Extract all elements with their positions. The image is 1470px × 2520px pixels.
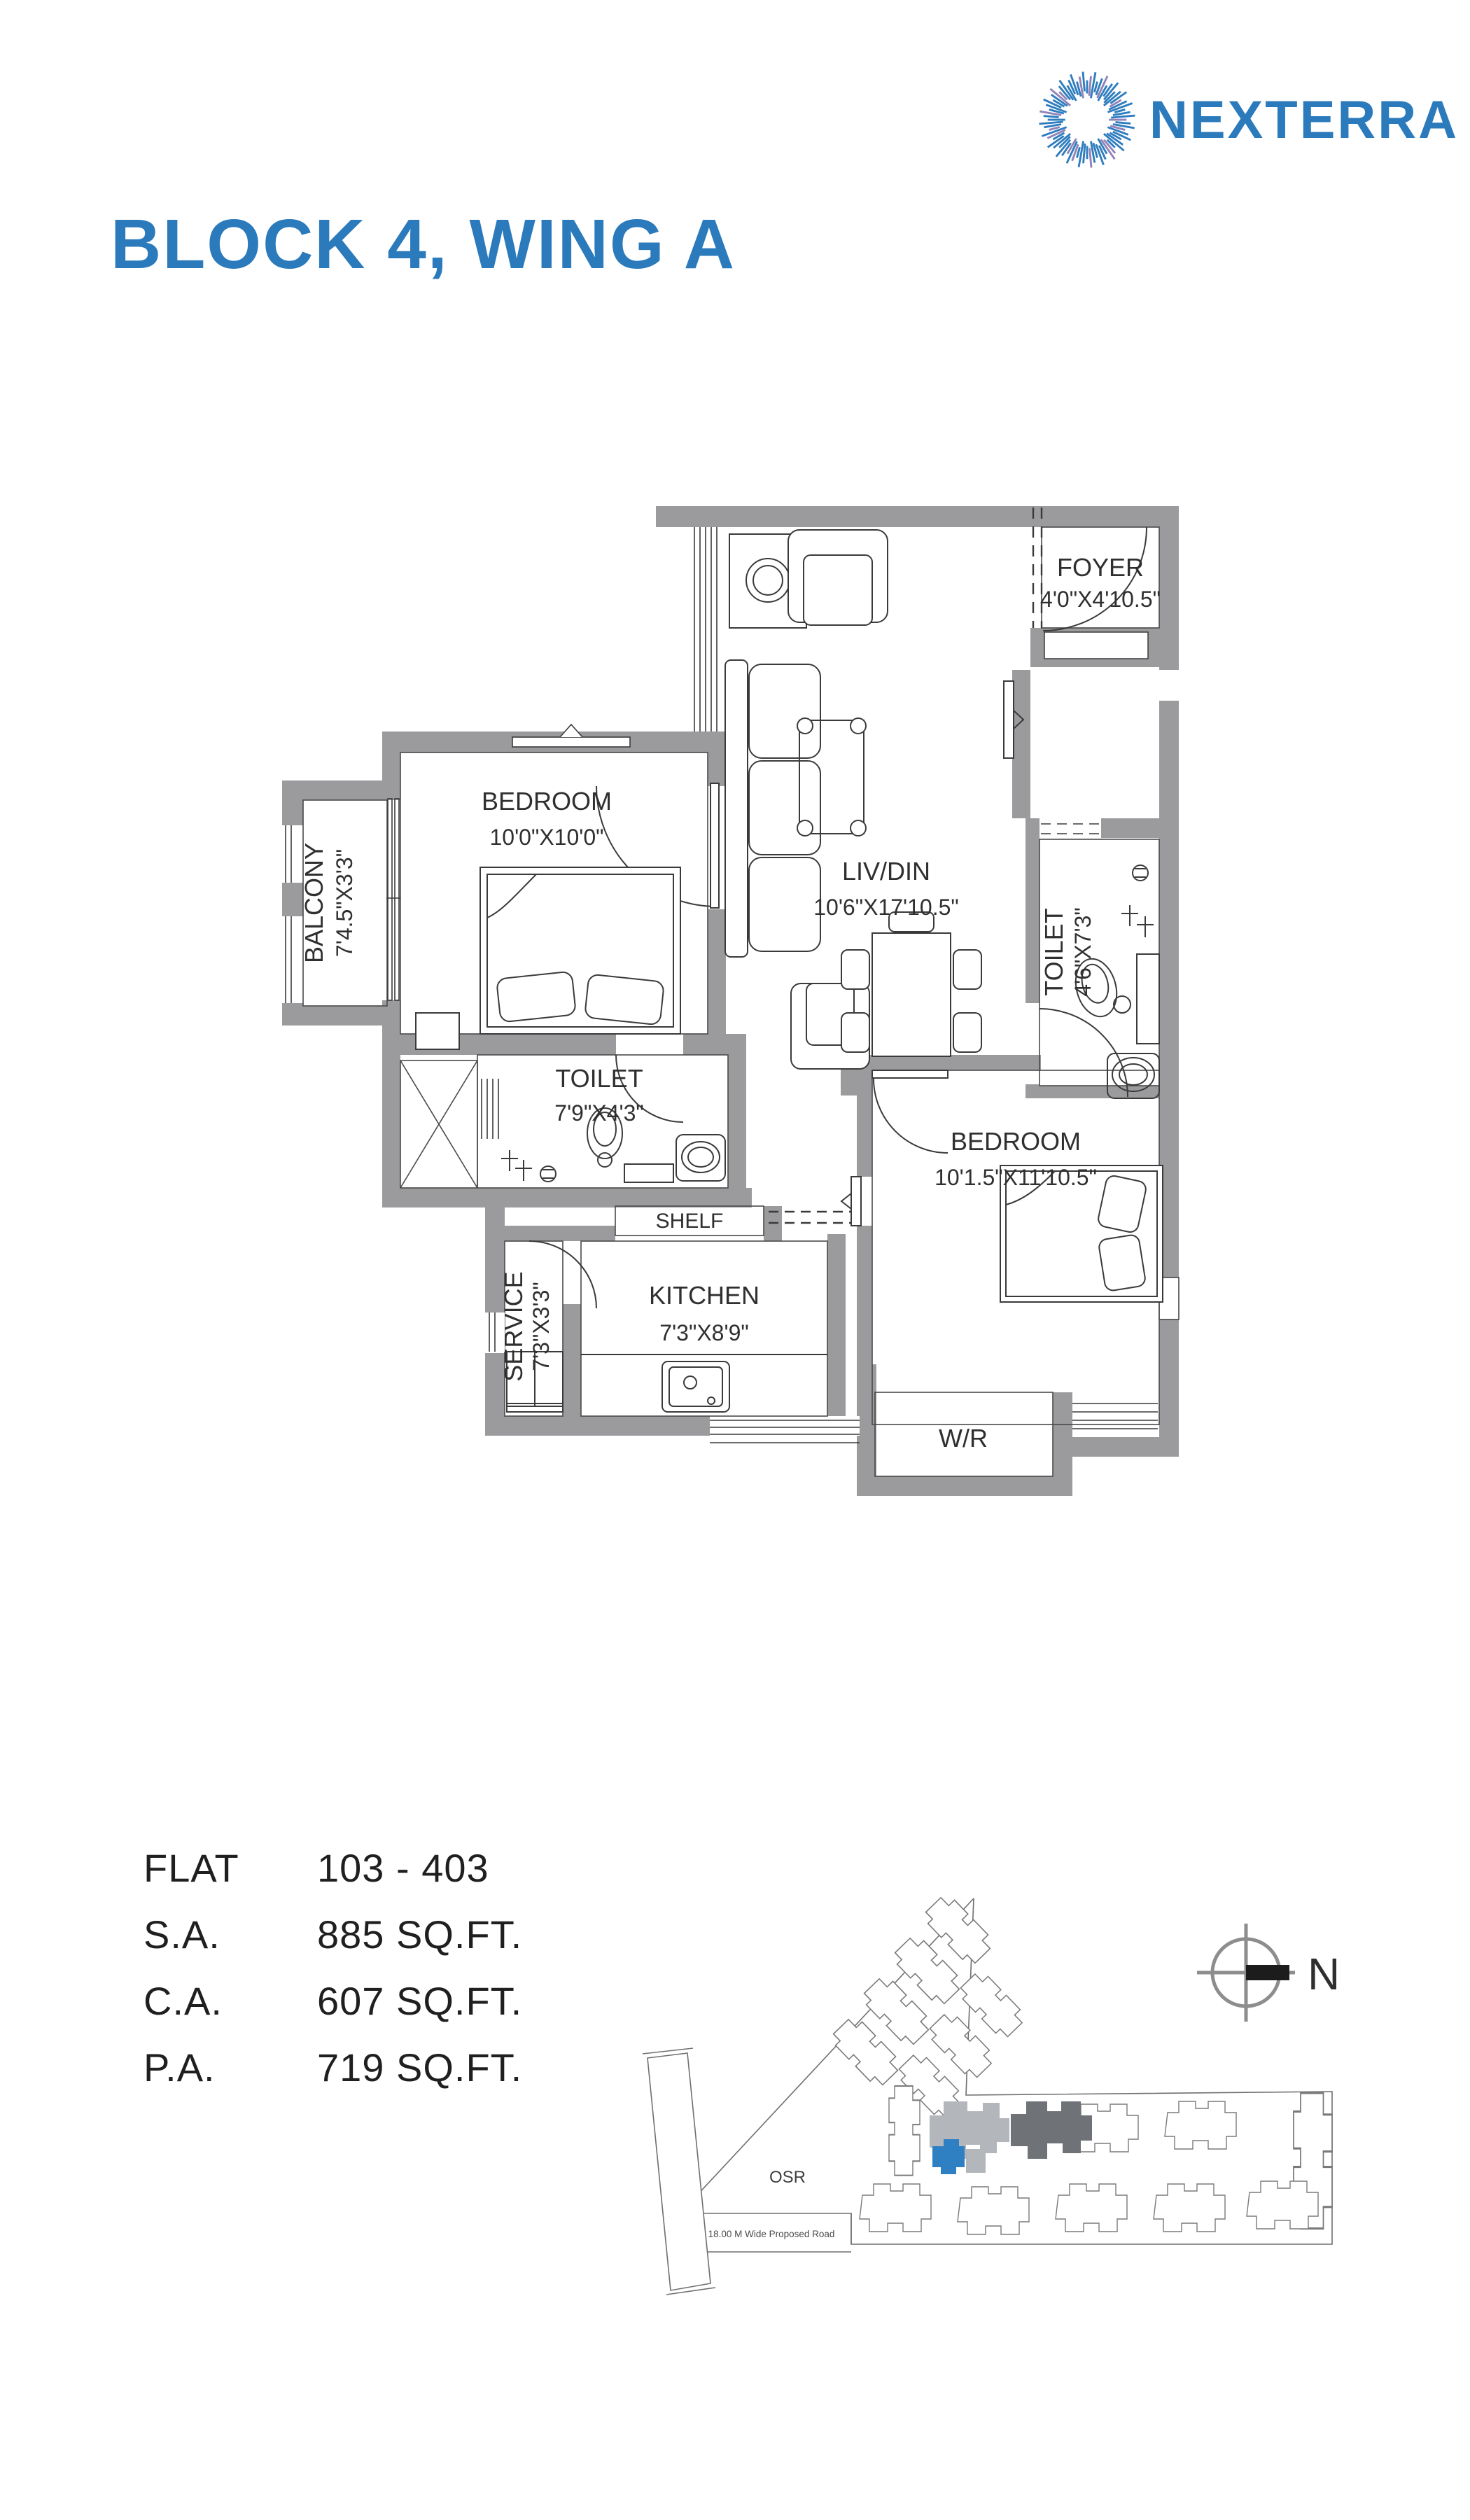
label-toilet2: TOILET [1040,908,1068,996]
bedroom1-door-leaf [710,783,719,908]
label-bedroom1-dims: 10'0"X10'0" [489,825,604,850]
detail-value: 607 SQ.FT. [317,1979,523,2023]
coffee-table-leg [797,820,813,836]
hall-door-leaf [1004,681,1014,758]
bedroom1-furniture [416,867,680,1049]
dining-chair [953,1013,981,1052]
detail-row [144,1912,522,1957]
floorplan [270,493,1180,1508]
block4-light-small [966,2149,986,2173]
dining-chair [841,950,869,989]
label-bedroom1: BEDROOM [481,787,612,816]
bedroom2-passage-leaf [851,1177,861,1226]
coffee-table-leg [850,718,866,734]
counter [624,1164,673,1182]
label-service: SERVICE [499,1271,528,1382]
label-bedroom2: BEDROOM [950,1127,1082,1156]
label-foyer: FOYER [1056,553,1144,582]
sofa-cushion [749,664,820,758]
coffee-table-leg [797,718,813,734]
shaft-cross [400,1060,477,1188]
bedside-table [416,1013,459,1049]
detail-value: 885 SQ.FT. [317,1912,523,1956]
dining-chair [953,950,981,989]
label-livdin: LIV/DIN [841,857,931,886]
compass-icon [1197,1924,1295,2022]
bedroom2-door-arc [874,1079,948,1153]
sofa-cushion [749,761,820,855]
label-toilet2-dims: 4'6"X7'3" [1070,907,1096,997]
label-foyer-dims: 4'0"X4'10.5" [1040,587,1161,612]
detail-row [144,1845,522,1891]
bed2-pillow [1098,1234,1147,1292]
compass-north-label: N [1308,1949,1340,1999]
coffee-table-leg [850,820,866,836]
detail-row [144,2045,522,2090]
label-balcony-dims: 7'4.5"X3'3" [332,848,357,958]
highlighted-block [930,2101,1092,2174]
sofa-cushion [749,858,820,951]
label-kitchen: KITCHEN [648,1281,760,1310]
logo-starburst-icon [1035,67,1140,172]
brand-name: NEXTERRA [1149,90,1460,150]
bed1-pillow [496,972,576,1023]
site-map [616,1855,1386,2345]
detail-label: P.A. [144,2045,216,2090]
bedroom2-door-leaf [872,1070,948,1078]
detail-label: S.A. [144,1912,220,1956]
detail-value: 719 SQ.FT. [317,2045,523,2090]
armchair-top-seat [804,555,872,625]
kitchen-fixtures [507,1352,827,1412]
label-kitchen-dims: 7'3"X8'9" [659,1320,749,1345]
page-title: BLOCK 4, WING A [111,205,736,284]
label-shelf: SHELF [655,1210,724,1233]
bed1-pillow [584,974,664,1026]
label-wr: W/R [939,1424,988,1452]
bedroom2-passage-arrow [841,1194,851,1209]
dining-chair [841,1013,869,1052]
sofa-back [725,660,748,957]
detail-label: C.A. [144,1979,223,2023]
osr-label: OSR [769,2168,806,2187]
flat-details [144,1845,522,2111]
label-balcony: BALCONY [300,842,328,964]
block4-dark-wing [1011,2101,1092,2159]
label-toilet1: TOILET [555,1064,643,1093]
triangle-buildings [829,1892,1028,2122]
road-label: 18.00 M Wide Proposed Road [708,2229,835,2239]
label-livdin-dims: 10'6"X17'10.5" [813,895,959,920]
counter [1137,954,1159,1044]
label-bedroom2-dims: 10'1.5"X11'10.5" [934,1165,1097,1190]
detail-value: 103 - 403 [317,1846,489,1890]
brand-logo [1035,67,1459,172]
dining-table [872,933,951,1056]
detail-label: FLAT [144,1846,239,1890]
label-toilet1-dims: 7'9"X4'3" [554,1100,644,1126]
detail-row [144,1978,522,2024]
access-road [643,2048,715,2295]
living-furniture [725,530,981,1069]
label-service-dims: 7'3"X3'3" [528,1282,554,1371]
